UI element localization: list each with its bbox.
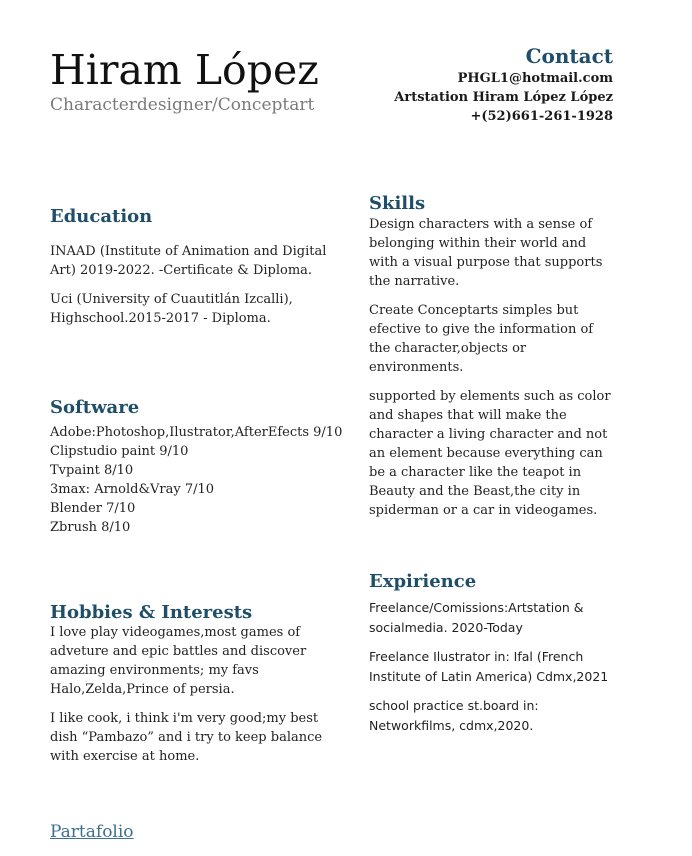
portfolio-link[interactable]: Partafolio: [50, 822, 134, 842]
education-heading: Education: [50, 206, 153, 227]
software-item: Blender 7/10: [50, 501, 136, 516]
software-heading: Software: [50, 397, 140, 418]
hobbies-item: I like cook, i think i'm very good;my best dish “Pambazo” and i try to keep balance with exercise at home.: [50, 711, 323, 764]
education-item: Uci (University of Cuautitlán Izcalli), Highschool.2015-2017 - Diploma.: [50, 292, 293, 326]
skills-section: [369, 192, 614, 520]
software-item: Tvpaint 8/10: [50, 463, 134, 478]
software-section: [50, 396, 343, 537]
skills-heading: Skills: [369, 193, 426, 214]
skills-item: Design characters with a sense of belonging within their world and with a visual purpose that supports the narrative.: [369, 217, 603, 289]
contact-phone: +(52)661-261-1928: [470, 109, 613, 124]
contact-artstation: Artstation Hiram López López: [394, 90, 613, 105]
contact-heading: Contact: [525, 44, 613, 68]
experience-section: [369, 570, 609, 735]
candidate-name: Hiram López: [50, 46, 319, 94]
hobbies-item: I love play videogames,most games of adveture and epic battles and discover amazing environments; my favs Halo,Zelda,Prince of persia.: [50, 625, 307, 697]
skills-item: supported by elements such as color and shapes that will make the character a living character and not an element because everything can be a character like the teapot in Beauty and the Beast,the city in spiderman or a car in videogames.: [369, 389, 611, 518]
education-item: INAAD (Institute of Animation and Digital Art) 2019-2022. -Certificate & Diploma.: [50, 244, 327, 278]
experience-item: Freelance Ilustrator in: Ifal (French Institute of Latin America) Cdmx,2021: [369, 649, 609, 684]
candidate-role: Characterdesigner/Conceptart: [50, 95, 315, 115]
education-section: [50, 205, 330, 328]
experience-item: Freelance/Comissions:Artstation & socialmedia. 2020-Today: [369, 600, 584, 635]
experience-item: school practice st.board in: Networkfilms, cdmx,2020.: [369, 698, 539, 733]
contact-email: PHGL1@hotmail.com: [457, 71, 613, 86]
hobbies-section: [50, 601, 328, 766]
contact-block: [394, 43, 613, 126]
experience-heading: Expirience: [369, 571, 477, 592]
hobbies-heading: Hobbies & Interests: [50, 602, 253, 623]
software-item: Clipstudio paint 9/10: [50, 444, 189, 459]
software-item: 3max: Arnold&Vray 7/10: [50, 482, 215, 497]
software-item: Zbrush 8/10: [50, 520, 131, 535]
skills-item: Create Conceptarts simples but efective to give the information of the character,objects or environments.: [369, 303, 594, 375]
software-item: Adobe:Photoshop,Ilustrator,AfterEfects 9/10: [50, 425, 343, 440]
